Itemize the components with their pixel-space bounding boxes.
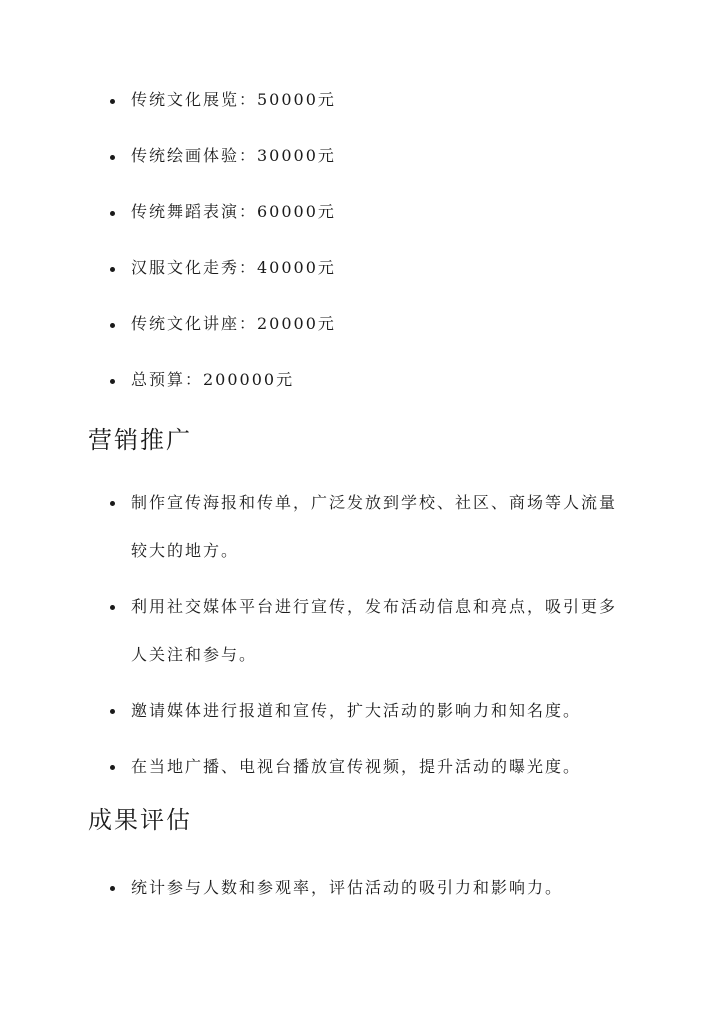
bullet-icon: [110, 501, 115, 506]
list-item-text: 汉服文化走秀：40000元: [131, 258, 336, 277]
bullet-icon: [110, 323, 115, 328]
bullet-icon: [110, 155, 115, 160]
marketing-list: [0, 479, 720, 799]
section-heading-evaluation: 成果评估: [88, 806, 192, 834]
list-item: [0, 248, 720, 304]
bullet-icon: [110, 267, 115, 272]
list-item: [0, 479, 720, 575]
bullet-icon: [110, 765, 115, 770]
list-item-text: 统计参与人数和参观率，评估活动的吸引力和影响力。: [131, 878, 564, 897]
evaluation-list: [0, 864, 720, 920]
list-item: [0, 192, 720, 248]
list-item-text: 邀请媒体进行报道和宣传，扩大活动的影响力和知名度。: [131, 701, 582, 720]
bullet-icon: [110, 211, 115, 216]
list-item-text: 传统舞蹈表演：60000元: [131, 202, 336, 221]
list-item: [0, 687, 720, 735]
list-item: [0, 80, 720, 136]
bullet-icon: [110, 99, 115, 104]
budget-list: [0, 80, 720, 416]
list-item-text: 在当地广播、电视台播放宣传视频，提升活动的曝光度。: [131, 757, 582, 776]
list-item: [0, 360, 720, 416]
list-item: [0, 743, 720, 791]
list-item-text: 传统文化讲座：20000元: [131, 314, 336, 333]
list-item-text: 传统绘画体验：30000元: [131, 146, 336, 165]
bullet-icon: [110, 379, 115, 384]
section-heading-marketing: 营销推广: [88, 426, 192, 454]
list-item: [0, 864, 720, 912]
list-item-text: 利用社交媒体平台进行宣传，发布活动信息和亮点，吸引更多人关注和参与。: [131, 597, 618, 664]
list-item: [0, 304, 720, 360]
list-item: [0, 583, 720, 679]
list-item: [0, 136, 720, 192]
list-item-text: 总预算：200000元: [131, 370, 295, 389]
bullet-icon: [110, 709, 115, 714]
bullet-icon: [110, 886, 115, 891]
list-item-text: 制作宣传海报和传单，广泛发放到学校、社区、商场等人流量较大的地方。: [131, 493, 618, 560]
bullet-icon: [110, 605, 115, 610]
list-item-text: 传统文化展览：50000元: [131, 90, 336, 109]
